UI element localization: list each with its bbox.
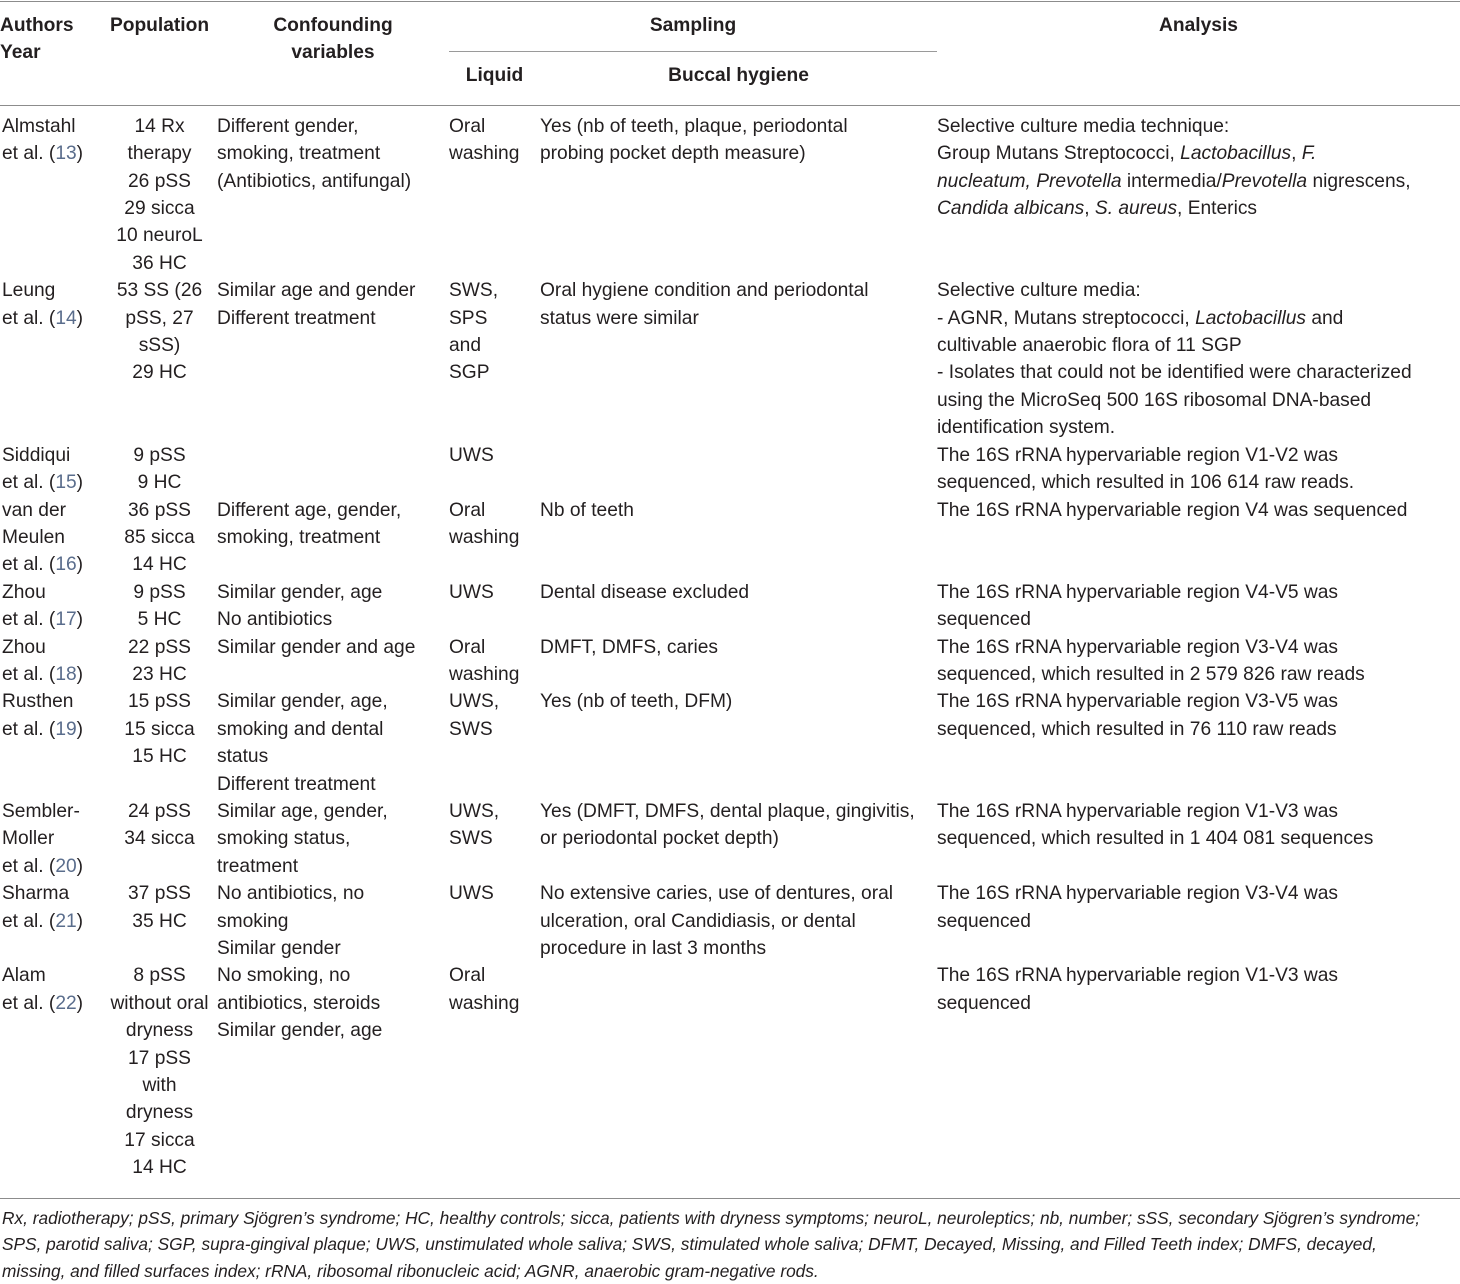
header-confounding-variables: Confounding variables	[273, 15, 393, 64]
cell-analysis: The 16S rRNA hypervariable region V1-V2 was sequenced, which resulted in 106 614 raw reads.	[937, 444, 1355, 494]
reference-link: 18	[55, 663, 77, 685]
reference-link: 19	[55, 718, 77, 740]
cell-buccal-hygiene: Nb of teeth	[540, 499, 634, 521]
cell-confounding-variables: Different gender, smoking, treatment (Antibiotics, antifungal)	[217, 115, 412, 192]
cell-buccal-hygiene: Dental disease excluded	[540, 581, 750, 603]
cell-authors: Leung et al. (14)	[2, 280, 84, 329]
cell-population: 14 Rx therapy 26 pSS 29 sicca 10 neuroL 36 HC	[116, 115, 203, 274]
table-row	[0, 101, 1460, 277]
reference-link: 14	[55, 307, 77, 329]
cell-authors: Zhou et al. (17)	[2, 581, 84, 631]
cell-authors: Sembler- Moller et al. (20)	[2, 800, 84, 877]
cell-liquid: UWS, SWS	[449, 800, 500, 850]
table-bottom-rule	[0, 1198, 1460, 1199]
cell-analysis: The 16S rRNA hypervariable region V4-V5 was sequenced	[937, 581, 1339, 631]
table-row	[0, 962, 1460, 1181]
reference-link: 21	[55, 910, 77, 932]
cell-confounding-variables: Similar gender and age	[217, 636, 416, 658]
cell-confounding-variables: Different age, gender, smoking, treatment	[217, 499, 402, 548]
table-footnote	[2, 1205, 1460, 1284]
table-row	[0, 277, 1460, 441]
cell-confounding-variables: Similar age and gender Different treatment	[217, 280, 416, 329]
cell-population: 8 pSS without oral dryness 17 pSS with dryness 17 sicca 14 HC	[110, 965, 209, 1179]
cell-buccal-hygiene: Yes (nb of teeth, plaque, periodontal probing pocket depth measure)	[540, 115, 848, 165]
cell-analysis: Selective culture media: - AGNR, Mutans streptococci, Lactobacillus and cultivable anaerobic flora of 11 SGP - Isolates that could not be identified were characterized using the MicroSeq 500 16S ribosomal DNA-based identification system.	[937, 280, 1412, 439]
cell-population: 15 pSS 15 sicca 15 HC	[124, 691, 195, 768]
cell-population: 53 SS (26 pSS, 27 sSS) 29 HC	[116, 280, 203, 384]
cell-population: 9 pSS 5 HC	[133, 581, 186, 631]
cell-authors: Almstahl et al. (13)	[2, 115, 84, 165]
cell-confounding-variables: No smoking, no antibiotics, steroids Similar gender, age	[217, 965, 383, 1042]
reference-link: 20	[55, 855, 77, 877]
reference-link: 15	[55, 472, 77, 494]
cell-analysis: The 16S rRNA hypervariable region V4 was sequenced	[937, 499, 1408, 521]
cell-liquid: Oral washing	[449, 115, 520, 165]
reference-link: 16	[55, 554, 77, 576]
cell-buccal-hygiene: DMFT, DMFS, caries	[540, 636, 719, 658]
cell-authors: Zhou et al. (18)	[2, 636, 84, 685]
cell-population: 24 pSS 34 sicca	[124, 800, 195, 850]
header-sampling: Sampling	[449, 0, 937, 52]
footnote-line: missing, and filled surfaces index; rRNA, ribosomal ribonucleic acid; AGNR, anaerobic gram-negative rods.	[2, 1260, 819, 1281]
reference-link: 13	[55, 143, 77, 165]
cell-population: 22 pSS 23 HC	[128, 636, 191, 685]
header-population: Population	[109, 15, 210, 36]
cell-analysis: The 16S rRNA hypervariable region V3-V5 was sequenced, which resulted in 76 110 raw reads	[937, 691, 1339, 740]
cell-confounding-variables: Similar gender, age No antibiotics	[217, 581, 383, 631]
cell-liquid: UWS, SWS	[449, 691, 500, 740]
cell-buccal-hygiene: Yes (nb of teeth, DFM)	[540, 691, 733, 713]
footnote-line: Rx, radiotherapy; pSS, primary Sjögren’s syndrome; HC, healthy controls; sicca, patients with dryness symptoms; neuroL, neuroleptics; nb, number; sSS, secondary Sjögren’s syndrome;	[2, 1208, 1421, 1228]
cell-authors: van der Meulen et al. (16)	[2, 499, 84, 576]
cell-buccal-hygiene: No extensive caries, use of dentures, oral ulceration, oral Candidiasis, or dental procedure in last 3 months	[540, 883, 894, 959]
cell-authors: Alam et al. (22)	[2, 965, 84, 1014]
header-authors-year: Authors Year	[0, 15, 74, 64]
cell-buccal-hygiene: Yes (DMFT, DMFS, dental plaque, gingivitis, or periodontal pocket depth)	[540, 800, 915, 850]
cell-analysis: The 16S rRNA hypervariable region V3-V4 was sequenced	[937, 883, 1339, 932]
cell-liquid: UWS	[449, 444, 494, 466]
table-row	[0, 579, 1460, 634]
cell-population: 9 pSS 9 HC	[133, 444, 186, 494]
header-buccal-hygiene: Buccal hygiene	[668, 65, 809, 87]
reference-link: 22	[55, 992, 77, 1014]
table-row	[0, 798, 1460, 880]
table-row	[0, 880, 1460, 962]
table-row	[0, 442, 1460, 497]
cell-confounding-variables	[217, 442, 449, 497]
cell-confounding-variables: No antibiotics, no smoking Similar gender	[217, 883, 365, 959]
cell-analysis: The 16S rRNA hypervariable region V1-V3 was sequenced, which resulted in 1 404 081 sequences	[937, 800, 1374, 850]
header-row-top	[0, 0, 1460, 52]
reference-link: 17	[55, 609, 77, 631]
header-analysis: Analysis	[1159, 15, 1238, 36]
cell-authors: Siddiqui et al. (15)	[2, 444, 84, 494]
cell-buccal-hygiene	[540, 442, 937, 497]
header-liquid: Liquid	[465, 65, 524, 87]
cell-population: 36 pSS 85 sicca 14 HC	[124, 499, 195, 576]
cell-buccal-hygiene: Oral hygiene condition and periodontal status were similar	[540, 280, 869, 329]
cell-analysis: The 16S rRNA hypervariable region V1-V3 was sequenced	[937, 965, 1339, 1014]
cell-population: 37 pSS 35 HC	[128, 883, 191, 932]
cell-liquid: Oral washing	[449, 636, 520, 685]
cell-liquid: Oral washing	[449, 499, 520, 548]
table-body	[0, 101, 1460, 1182]
cell-confounding-variables: Similar age, gender, smoking status, treatment	[217, 800, 388, 877]
cell-analysis: Selective culture media technique: Group Mutans Streptococci, Lactobacillus, F. nucleatum, Prevotella intermedia/Prevotella nigrescens, Candida albicans, S. aureus, Enterics	[937, 115, 1411, 220]
cell-analysis: The 16S rRNA hypervariable region V3-V4 was sequenced, which resulted in 2 579 826 raw reads	[937, 636, 1365, 685]
cell-authors: Rusthen et al. (19)	[2, 691, 84, 740]
cell-confounding-variables: Similar gender, age, smoking and dental status Different treatment	[217, 691, 388, 795]
table-row	[0, 688, 1460, 798]
table-row	[0, 497, 1460, 579]
cell-liquid: UWS	[449, 581, 494, 603]
table-row	[0, 634, 1460, 689]
footnote-line: SPS, parotid saliva; SGP, supra-gingival plaque; UWS, unstimulated whole saliva; SWS, stimulated whole saliva; DFMT, Decayed, Missing, and Filled Teeth index; DMFS, decayed,	[2, 1234, 1377, 1255]
cell-liquid: UWS	[449, 883, 494, 905]
cell-liquid: SWS, SPS and SGP	[449, 280, 499, 384]
cell-liquid: Oral washing	[449, 965, 520, 1014]
cell-authors: Sharma et al. (21)	[2, 883, 84, 932]
cell-buccal-hygiene	[540, 962, 937, 1181]
